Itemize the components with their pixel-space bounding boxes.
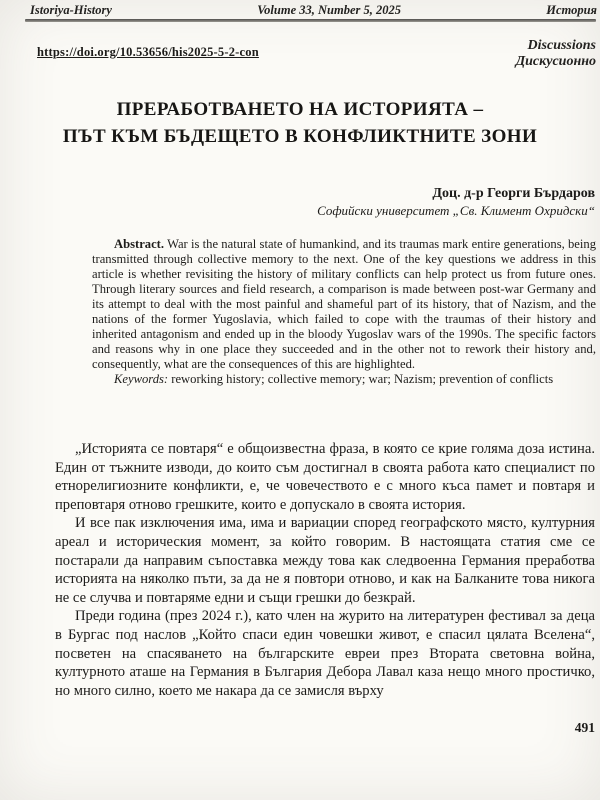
header-rule: [25, 19, 596, 22]
keywords-label: Keywords:: [114, 372, 169, 386]
body-paragraph-3: Преди година (през 2024 г.), като член на журито на литературен фестивал за деца в Бургас под наслов „Който спаси един човешки живот, е спасил цялата Вселена“, посветен на спасяването на българските евреи през Втората световна война, културното аташе на Германия в България Дебора Лавал каза нещо много простичко, но много силно, което ме накара да се замисля върху: [55, 608, 595, 699]
body-paragraph-1: „Историята се повтаря“ е общоизвестна фраза, в която се крие голяма доза истина. Един от тъжните изводи, до които съм достигнал в своята работа като специалист по етнорелигиозните конфликти, е, че човечеството е с много къса памет и повтаря и преповтаря отново грешките, които е допускало в своята история.: [55, 441, 595, 513]
article-title-line1: ПРЕРАБОТВАНЕТО НА ИСТОРИЯТА –: [116, 99, 484, 120]
article-title-line2: ПЪТ КЪМ БЪДЕЩЕТО В КОНФЛИКТНИТЕ ЗОНИ: [62, 126, 538, 147]
keywords-text: reworking history; collective memory; war; Nazism; prevention of conflicts: [171, 372, 554, 386]
journal-name-cyrillic: История: [546, 3, 597, 17]
section-label-bg: Дискусионно: [515, 53, 596, 69]
article-title: [0, 96, 600, 150]
journal-name-latin: Istoriya-History: [30, 3, 112, 17]
author-affiliation: Софийски университет „Св. Климент Охридски“: [317, 203, 595, 218]
section-label: [516, 38, 596, 69]
keywords-paragraph: [92, 372, 596, 387]
author-block: [317, 186, 595, 219]
doi-link[interactable]: https://doi.org/10.53656/his2025-5-2-con: [37, 45, 259, 59]
body-paragraph-2: И все пак изключения има, има и вариации според географското място, културния ареал и историческия момент, за който говорим. В настоящата статия сме се постарали да направим съпоставка между това как следвоенна Германия преработва историята на няколко пъти, за да не я повтори отново, и как на Балканите това никога не се случва и повтаряме едни и същи грешки до безкрай.: [55, 515, 595, 606]
meta-row: [37, 38, 596, 69]
abstract-text: War is the natural state of humankind, and its traumas mark entire generations, being transmitted through collective memory to the next. One of the key questions we address in this article is whether revisiting the history of military conflicts can help protect us from future ones. Through literary sources and field research, a comparison is made between post-war Germany and its attempt to deal with the most painful and shameful part of its history, that of Nazism, and the nations of the former Yugoslavia, which failed to cope with the traumas of their history and inherited antagonism and ended up in the bloody Yugoslav wars of the 1990s. The specific factors and reasons why in one place they succeeded and in the other not to rework their history and, consequently, what are the consequences of this are highlighted.: [92, 237, 596, 371]
page-number: 491: [574, 720, 595, 735]
abstract-block: [92, 237, 596, 387]
abstract-label: Abstract.: [114, 237, 165, 251]
author-name: Доц. д-р Георги Бърдаров: [432, 186, 595, 201]
article-body: [55, 440, 595, 700]
running-header: [30, 3, 597, 18]
journal-volume-info: Volume 33, Number 5, 2025: [257, 3, 401, 17]
abstract-paragraph: [92, 237, 596, 372]
section-label-en: Discussions: [527, 38, 596, 53]
